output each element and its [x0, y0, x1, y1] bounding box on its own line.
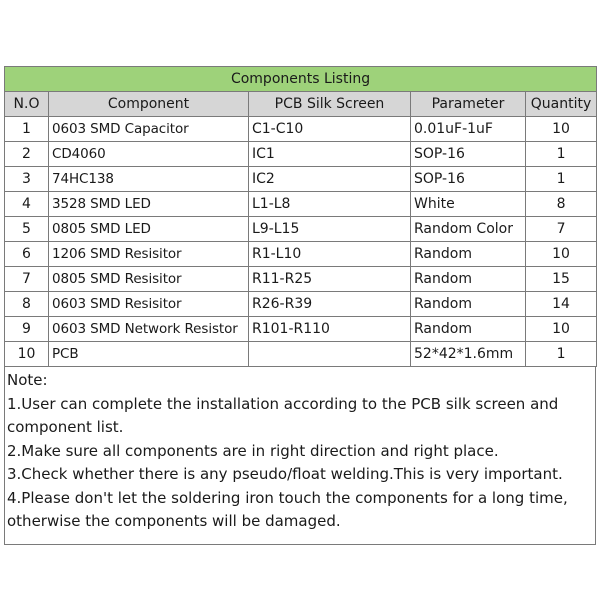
cell-silk-screen: IC1: [249, 142, 411, 167]
cell-quantity: 14: [526, 292, 597, 317]
table-row: [5, 242, 597, 267]
cell-silk-screen: IC2: [249, 167, 411, 192]
cell-quantity: 7: [526, 217, 597, 242]
table-title-row: [5, 67, 597, 92]
cell-parameter: Random: [411, 242, 526, 267]
table-row: [5, 142, 597, 167]
note-line: 3.Check whether there is any pseudo/float welding.This is very important.: [7, 465, 563, 483]
cell-component: 74HC138: [49, 167, 249, 192]
components-sheet: [4, 66, 596, 545]
table-row: [5, 167, 597, 192]
table-row: [5, 192, 597, 217]
cell-component: 0805 SMD LED: [49, 217, 249, 242]
table-row: [5, 317, 597, 342]
header-quantity: Quantity: [526, 92, 597, 117]
header-component: Component: [49, 92, 249, 117]
cell-parameter: SOP-16: [411, 142, 526, 167]
cell-parameter: Random: [411, 267, 526, 292]
cell-component: PCB: [49, 342, 249, 367]
cell-parameter: 0.01uF-1uF: [411, 117, 526, 142]
cell-no: 5: [5, 217, 49, 242]
note-line: component list.: [7, 418, 124, 436]
cell-component: 0805 SMD Resisitor: [49, 267, 249, 292]
cell-no: 3: [5, 167, 49, 192]
cell-quantity: 10: [526, 242, 597, 267]
table-row: [5, 117, 597, 142]
cell-silk-screen: L9-L15: [249, 217, 411, 242]
components-table: [4, 66, 597, 367]
table-body: [5, 117, 597, 367]
cell-no: 2: [5, 142, 49, 167]
cell-parameter: Random: [411, 317, 526, 342]
table-row: [5, 342, 597, 367]
header-silk-screen: PCB Silk Screen: [249, 92, 411, 117]
note-line: 4.Please don't let the soldering iron touch the components for a long time,: [7, 488, 568, 507]
cell-no: 10: [5, 342, 49, 367]
header-parameter: Parameter: [411, 92, 526, 117]
cell-parameter: White: [411, 192, 526, 217]
cell-silk-screen: L1-L8: [249, 192, 411, 217]
table-row: [5, 217, 597, 242]
cell-component: 3528 SMD LED: [49, 192, 249, 217]
cell-quantity: 1: [526, 342, 597, 367]
cell-component: 1206 SMD Resisitor: [49, 242, 249, 267]
table-row: [5, 292, 597, 317]
cell-quantity: 1: [526, 142, 597, 167]
cell-quantity: 8: [526, 192, 597, 217]
cell-quantity: 1: [526, 167, 597, 192]
cell-no: 6: [5, 242, 49, 267]
notes-section: [4, 367, 596, 545]
cell-parameter: Random: [411, 292, 526, 317]
cell-silk-screen: [249, 342, 411, 367]
note-line: otherwise the components will be damaged.: [7, 512, 341, 530]
cell-silk-screen: R26-R39: [249, 292, 411, 317]
cell-silk-screen: R1-L10: [249, 242, 411, 267]
cell-component: 0603 SMD Network Resistor: [49, 317, 249, 342]
table-row: [5, 267, 597, 292]
cell-no: 4: [5, 192, 49, 217]
note-line: 1.User can complete the installation according to the PCB silk screen and: [7, 394, 559, 413]
cell-component: 0603 SMD Resisitor: [49, 292, 249, 317]
cell-silk-screen: C1-C10: [249, 117, 411, 142]
cell-no: 8: [5, 292, 49, 317]
cell-silk-screen: R101-R110: [249, 317, 411, 342]
cell-quantity: 10: [526, 117, 597, 142]
cell-quantity: 15: [526, 267, 597, 292]
cell-silk-screen: R11-R25: [249, 267, 411, 292]
table-header-row: [5, 92, 597, 117]
cell-no: 7: [5, 267, 49, 292]
cell-component: 0603 SMD Capacitor: [49, 117, 249, 142]
table-title: Components Listing: [5, 67, 597, 92]
cell-parameter: SOP-16: [411, 167, 526, 192]
notes-heading: Note:: [7, 371, 48, 389]
cell-quantity: 10: [526, 317, 597, 342]
cell-parameter: 52*42*1.6mm: [411, 342, 526, 367]
note-line: 2.Make sure all components are in right direction and right place.: [7, 441, 499, 460]
header-no: N.O: [5, 92, 49, 117]
cell-parameter: Random Color: [411, 217, 526, 242]
cell-no: 9: [5, 317, 49, 342]
cell-component: CD4060: [49, 142, 249, 167]
cell-no: 1: [5, 117, 49, 142]
